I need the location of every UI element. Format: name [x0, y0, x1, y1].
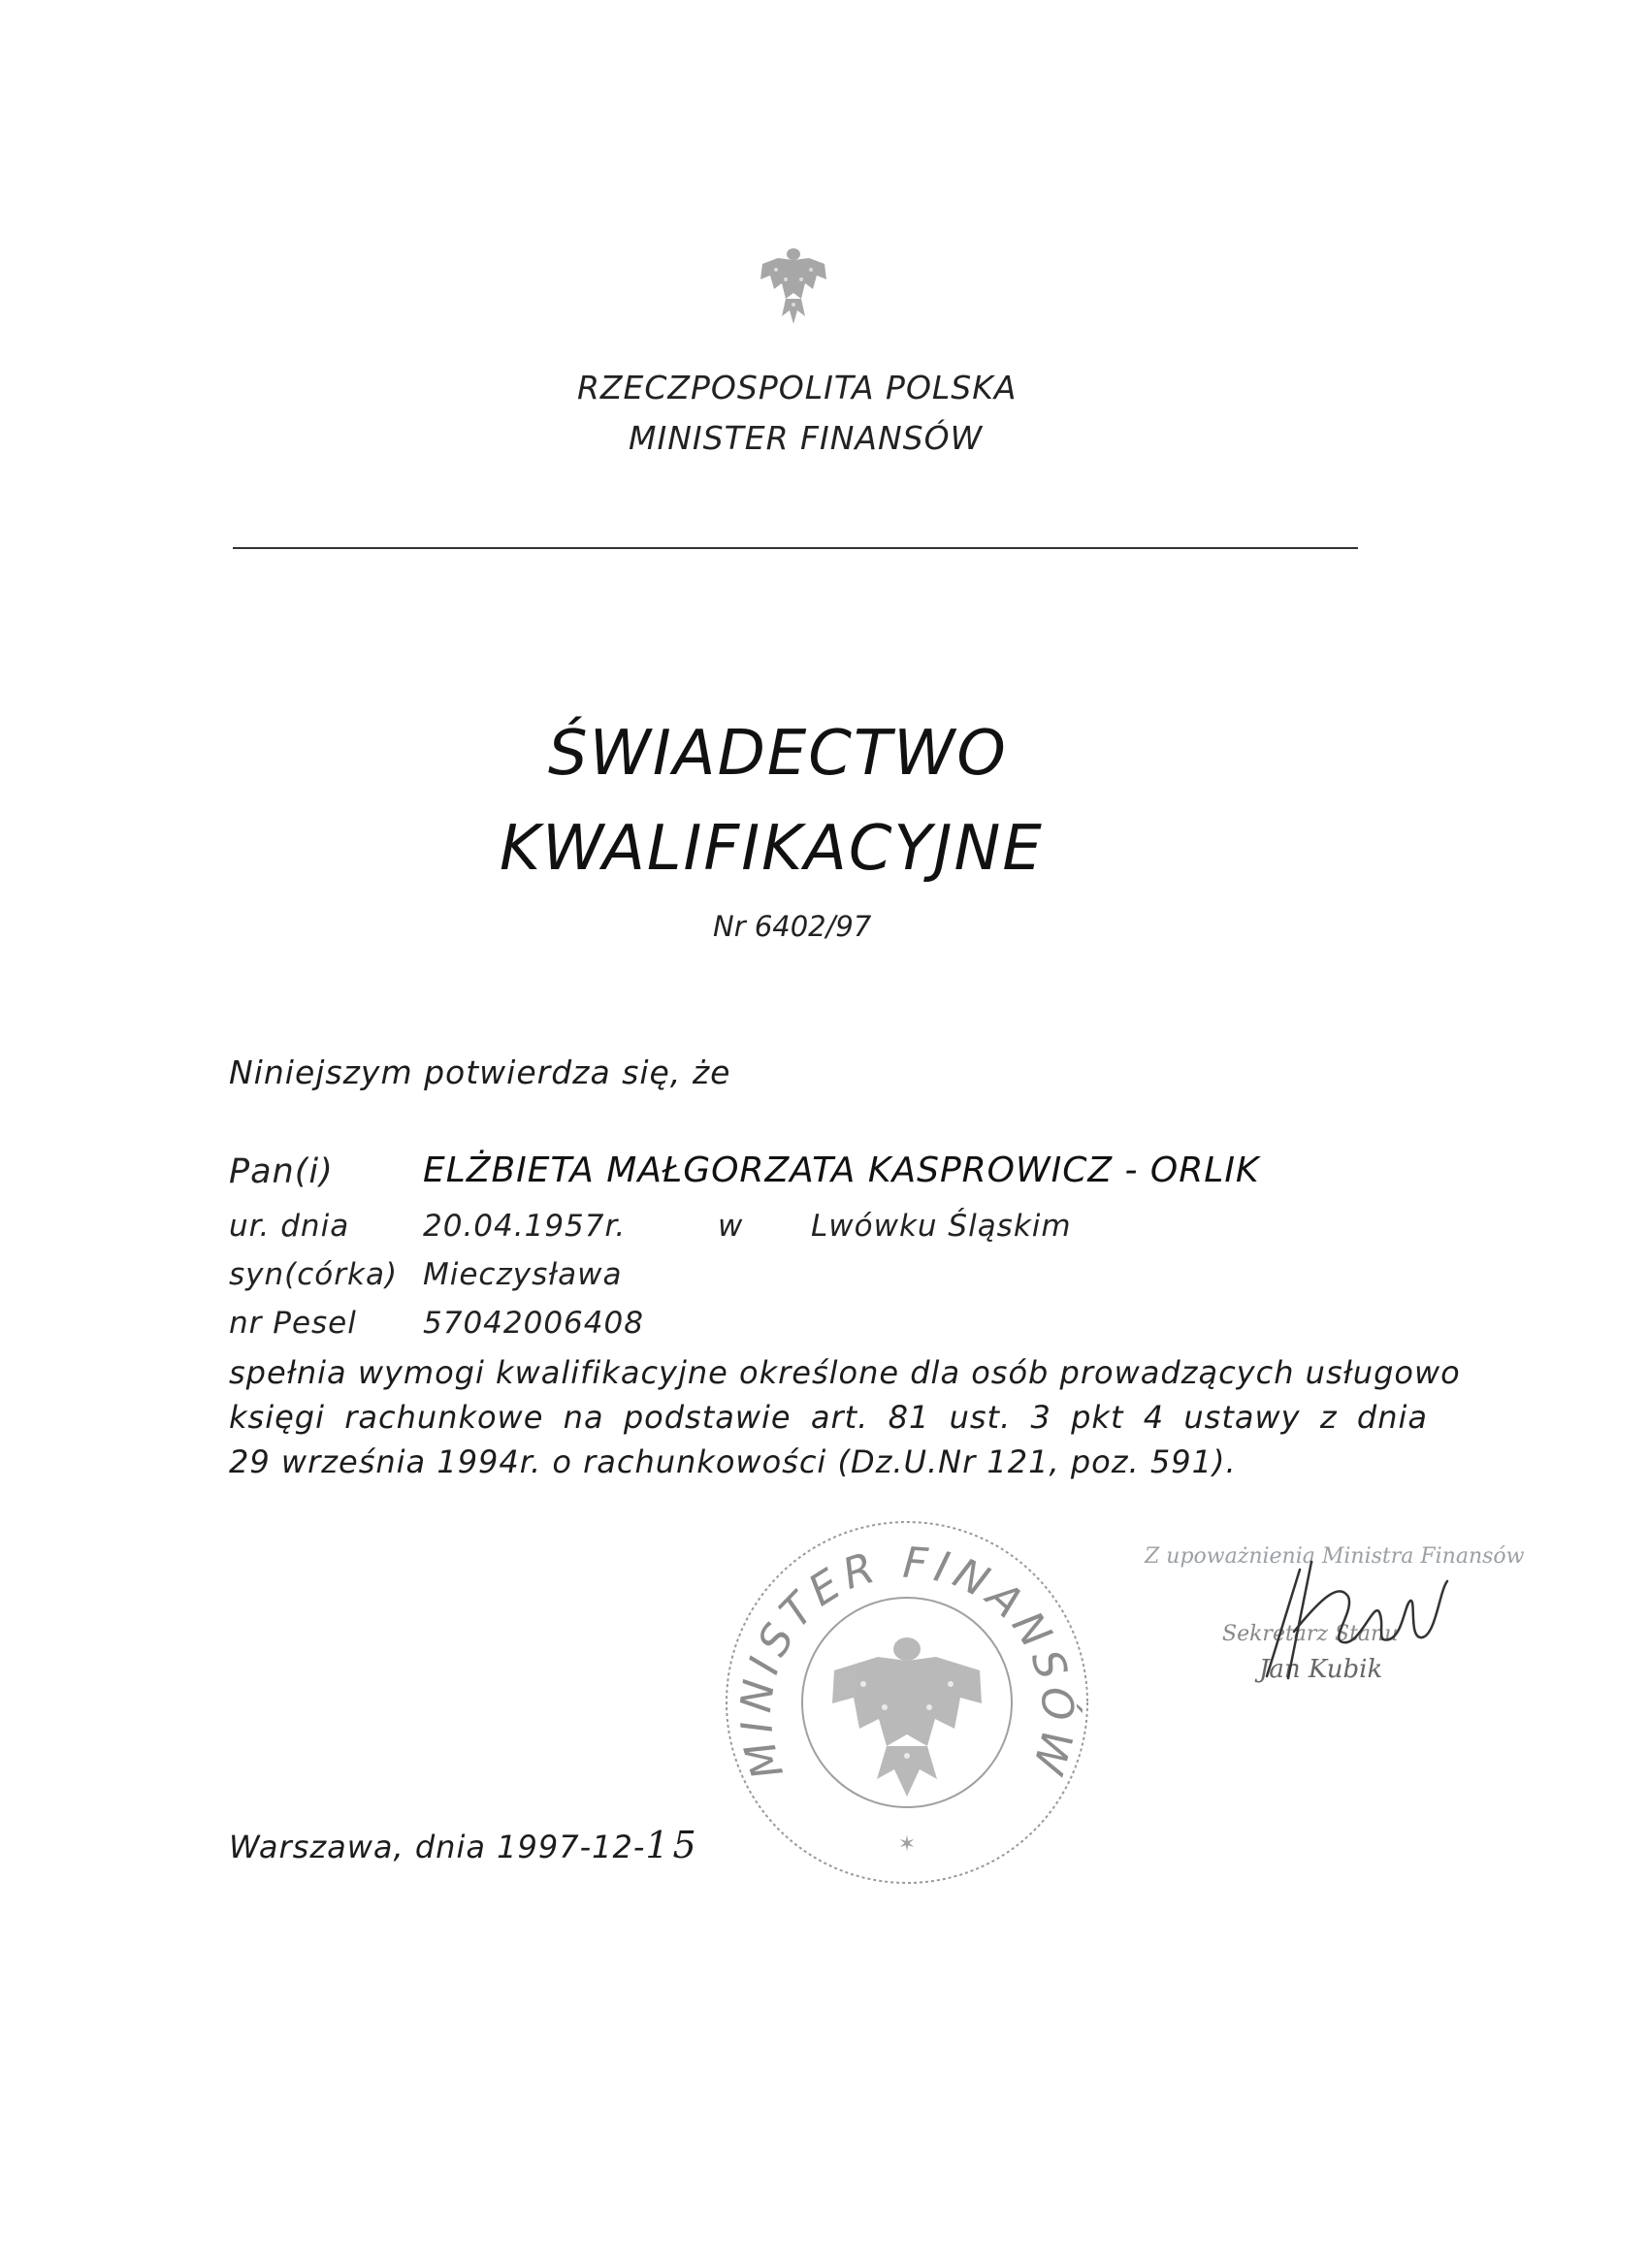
seal-eagle-icon — [832, 1637, 982, 1797]
seal-star-icon: ✶ — [897, 1832, 917, 1857]
person-name: ELŻBIETA MAŁGORZATA KASPROWICZ - ORLIK — [423, 1150, 1260, 1190]
pesel-label: nr Pesel — [229, 1306, 357, 1341]
signature-scribble-icon — [1232, 1542, 1465, 1688]
official-seal — [718, 1513, 1096, 1892]
certificate-number: Nr 6402/97 — [713, 910, 872, 943]
statement-line-1: spełnia wymogi kwalifikacyjne określone dla osób prowadzących usługowo — [229, 1354, 1461, 1391]
issue-date — [229, 1824, 700, 1866]
pesel-number: 57042006408 — [423, 1306, 644, 1341]
birth-place: Lwówku Śląskim — [811, 1209, 1072, 1244]
parent-name: Mieczysława — [423, 1257, 623, 1292]
header-ministry: MINISTER FINANSÓW — [629, 419, 984, 457]
statement-line-2: księgi rachunkowe na podstawie art. 81 ust. 3 pkt 4 ustawy z dnia — [229, 1399, 1428, 1436]
pan-label: Pan(i) — [229, 1152, 334, 1191]
statement-line-3: 29 września 1994r. o rachunkowości (Dz.U.Nr 121, poz. 591). — [229, 1443, 1237, 1480]
birth-date: 20.04.1957r. — [423, 1209, 627, 1244]
signature-authority: Z upoważnienia Ministra Finansów — [1145, 1544, 1525, 1569]
birth-label: ur. dnia — [229, 1209, 350, 1244]
intro-text: Niniejszym potwierdza się, że — [229, 1053, 731, 1091]
signature-block — [1145, 1542, 1523, 1688]
document-title-line1: ŚWIADECTWO — [548, 718, 1008, 790]
place-label: w — [718, 1209, 744, 1244]
header-country: RZECZPOSPOLITA POLSKA — [577, 369, 1018, 406]
eagle-emblem-icon — [757, 241, 830, 328]
seal-text: MINISTER FINANSÓW — [731, 1538, 1083, 1785]
signatory-name: Jan Kubik — [1259, 1655, 1383, 1684]
issue-date-prefix: Warszawa, dnia 1997-12- — [229, 1829, 646, 1865]
signature-role: Sekretarz Stanu — [1222, 1622, 1399, 1646]
divider-line — [233, 547, 1358, 549]
document-title-line2: KWALIFIKACYJNE — [500, 813, 1044, 885]
parent-label: syn(córka) — [229, 1257, 399, 1292]
issue-date-day: 15 — [645, 1824, 700, 1866]
statement-paragraph — [229, 1354, 1461, 1488]
